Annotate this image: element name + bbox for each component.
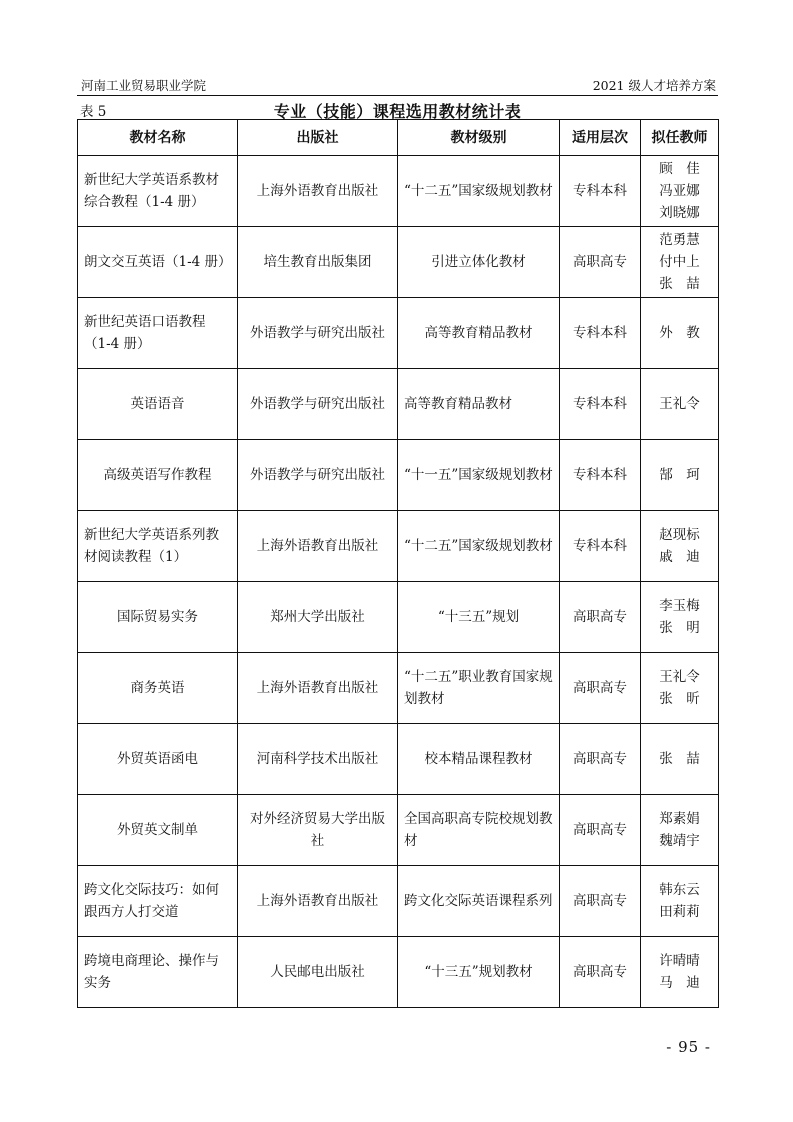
- cell-level: 高等教育精品教材: [398, 298, 560, 369]
- cell-teachers: [641, 156, 719, 227]
- cell-textbook-name: 新世纪大学英语系教材综合教程（1-4 册）: [78, 156, 238, 227]
- teacher-name: 冯亚娜: [659, 183, 700, 199]
- table-row: [78, 653, 719, 724]
- table-row: [78, 369, 719, 440]
- table-row: [78, 582, 719, 653]
- cell-publisher: 外语教学与研究出版社: [238, 369, 398, 440]
- cell-publisher: 人民邮电出版社: [238, 937, 398, 1008]
- table-row: [78, 937, 719, 1008]
- cell-level: 跨文化交际英语课程系列: [398, 866, 560, 937]
- cell-tier: 高职高专: [560, 724, 641, 795]
- teacher-name: 付中上: [659, 254, 700, 270]
- table-row: [78, 795, 719, 866]
- col-header-level: 教材级别: [398, 120, 560, 156]
- table-row: [78, 724, 719, 795]
- cell-teachers: [641, 937, 719, 1008]
- cell-textbook-name: 新世纪大学英语系列教材阅读教程（1）: [78, 511, 238, 582]
- teacher-name: 戚 迪: [659, 549, 700, 565]
- teacher-name: 许晴晴: [659, 953, 700, 969]
- cell-teachers: [641, 653, 719, 724]
- table-row: [78, 511, 719, 582]
- cell-teachers: [641, 582, 719, 653]
- cell-publisher: 上海外语教育出版社: [238, 653, 398, 724]
- cell-teachers: [641, 440, 719, 511]
- cell-level: 高等教育精品教材: [398, 369, 560, 440]
- cell-tier: 高职高专: [560, 653, 641, 724]
- cell-publisher: 外语教学与研究出版社: [238, 298, 398, 369]
- cell-textbook-name: 跨境电商理论、操作与实务: [78, 937, 238, 1008]
- cell-textbook-name: 新世纪英语口语教程（1-4 册）: [78, 298, 238, 369]
- cell-textbook-name: 外贸英语函电: [78, 724, 238, 795]
- col-header-teachers: 拟任教师: [641, 120, 719, 156]
- teacher-name: 顾 佳: [659, 161, 700, 177]
- cell-publisher: 上海外语教育出版社: [238, 156, 398, 227]
- cell-publisher: 培生教育出版集团: [238, 227, 398, 298]
- cell-level: “十三五”规划教材: [398, 937, 560, 1008]
- teacher-name: 王礼令: [659, 669, 700, 685]
- teacher-name: 张 明: [659, 620, 700, 636]
- cell-textbook-name: 国际贸易实务: [78, 582, 238, 653]
- cell-teachers: [641, 369, 719, 440]
- table-row: [78, 156, 719, 227]
- teacher-name: 张 昕: [659, 691, 700, 707]
- header-document-title: 2021 级人才培养方案: [592, 78, 716, 93]
- cell-tier: 专科本科: [560, 369, 641, 440]
- table-header-row: [78, 120, 719, 156]
- cell-textbook-name: 英语语音: [78, 369, 238, 440]
- cell-level: 引进立体化教材: [398, 227, 560, 298]
- cell-teachers: [641, 298, 719, 369]
- header-rule: [77, 95, 718, 96]
- col-header-tier: 适用层次: [560, 120, 641, 156]
- cell-teachers: [641, 227, 719, 298]
- table-label: 表 5: [80, 104, 107, 120]
- cell-level: “十一五”国家级规划教材: [398, 440, 560, 511]
- cell-tier: 专科本科: [560, 511, 641, 582]
- cell-publisher: 外语教学与研究出版社: [238, 440, 398, 511]
- cell-teachers: [641, 724, 719, 795]
- teacher-name: 王礼令: [659, 396, 700, 412]
- table-row: [78, 298, 719, 369]
- cell-textbook-name: 跨文化交际技巧：如何跟西方人打交道: [78, 866, 238, 937]
- cell-level: “十三五”规划: [398, 582, 560, 653]
- textbook-table: [77, 119, 719, 1008]
- teacher-name: 田莉莉: [659, 904, 700, 920]
- cell-publisher: 上海外语教育出版社: [238, 866, 398, 937]
- cell-publisher: 对外经济贸易大学出版社: [238, 795, 398, 866]
- cell-teachers: [641, 511, 719, 582]
- cell-level: 校本精品课程教材: [398, 724, 560, 795]
- teacher-name: 马 迪: [659, 975, 700, 991]
- teacher-name: 郑素娟: [659, 811, 700, 827]
- teacher-name: 张 喆: [659, 751, 700, 767]
- table-row: [78, 866, 719, 937]
- cell-level: “十二五”国家级规划教材: [398, 511, 560, 582]
- cell-tier: 专科本科: [560, 298, 641, 369]
- table-title: 专业（技能）课程选用教材统计表: [273, 102, 522, 121]
- cell-tier: 高职高专: [560, 866, 641, 937]
- teacher-name: 郜 珂: [659, 467, 700, 483]
- cell-textbook-name: 外贸英文制单: [78, 795, 238, 866]
- teacher-name: 赵现标: [659, 527, 700, 543]
- teacher-name: 范勇慧: [659, 232, 700, 248]
- cell-level: 全国高职高专院校规划教材: [398, 795, 560, 866]
- cell-tier: 专科本科: [560, 440, 641, 511]
- page-header: [77, 74, 718, 94]
- table-row: [78, 227, 719, 298]
- cell-level: “十二五”国家级规划教材: [398, 156, 560, 227]
- teacher-name: 刘晓娜: [659, 205, 700, 221]
- cell-tier: 高职高专: [560, 937, 641, 1008]
- cell-textbook-name: 朗文交互英语（1-4 册）: [78, 227, 238, 298]
- teacher-name: 李玉梅: [659, 598, 700, 614]
- cell-teachers: [641, 866, 719, 937]
- teacher-name: 魏靖宇: [659, 833, 700, 849]
- cell-tier: 专科本科: [560, 156, 641, 227]
- cell-level: “十二五”职业教育国家规划教材: [398, 653, 560, 724]
- cell-tier: 高职高专: [560, 227, 641, 298]
- teacher-name: 外 教: [659, 325, 700, 341]
- col-header-name: 教材名称: [78, 120, 238, 156]
- cell-textbook-name: 高级英语写作教程: [78, 440, 238, 511]
- cell-publisher: 郑州大学出版社: [238, 582, 398, 653]
- cell-textbook-name: 商务英语: [78, 653, 238, 724]
- col-header-publisher: 出版社: [238, 120, 398, 156]
- header-institution: 河南工业贸易职业学院: [81, 78, 207, 93]
- table-row: [78, 440, 719, 511]
- teacher-name: 张 喆: [659, 276, 700, 292]
- cell-tier: 高职高专: [560, 582, 641, 653]
- cell-publisher: 上海外语教育出版社: [238, 511, 398, 582]
- cell-publisher: 河南科学技术出版社: [238, 724, 398, 795]
- cell-teachers: [641, 795, 719, 866]
- teacher-name: 韩东云: [659, 882, 700, 898]
- page-number: - 95 -: [666, 1038, 711, 1056]
- cell-tier: 高职高专: [560, 795, 641, 866]
- table-body: [78, 156, 719, 1008]
